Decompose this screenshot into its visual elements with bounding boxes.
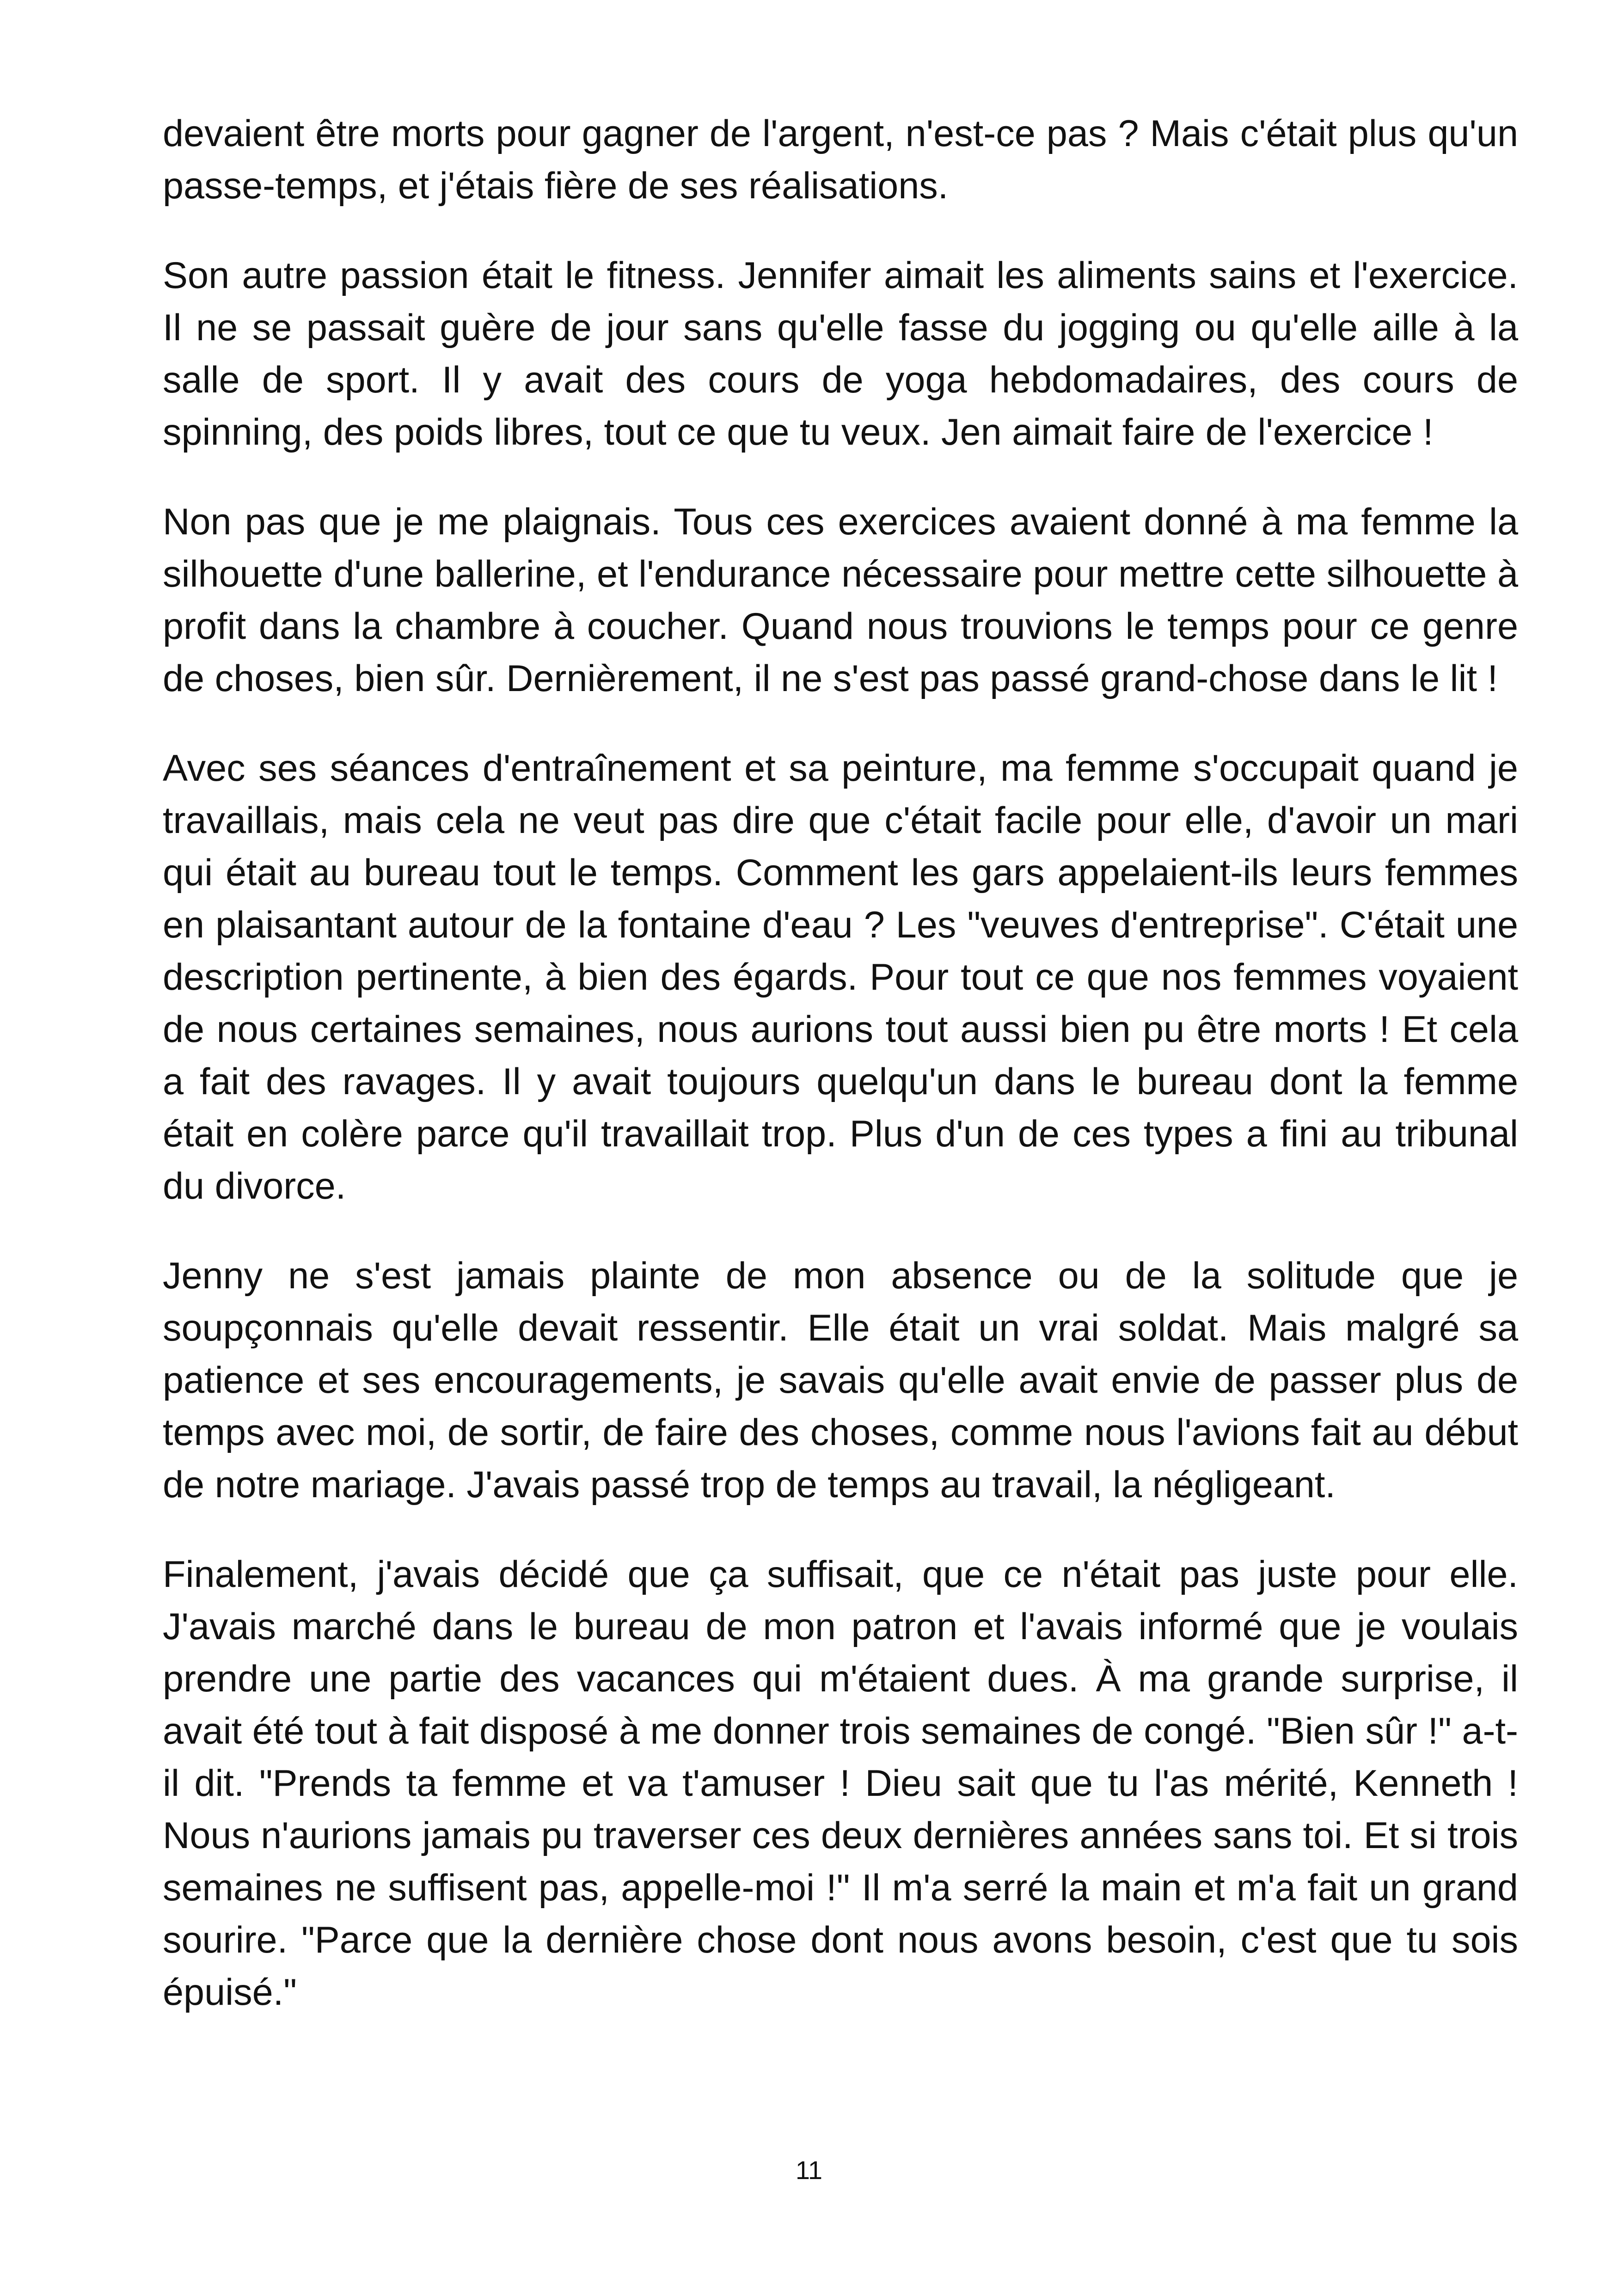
paragraph-4: Avec ses séances d'entraînement et sa peinture, ma femme s'occupait quand je travaillais, mais cela ne veut pas dire que c'était facile pour elle, d'avoir un mari qui était au bureau tout le temps. Comment les gars appelaient-ils leurs femmes en plaisantant autour de la fontaine d'eau ? Les "veuves d'entreprise". C'était une description pertinente, à bien des égards. Pour tout ce que nos femmes voyaient de nous certaines semaines, nous aurions tout aussi bien pu être morts ! Et cela a fait des ravages. Il y avait toujours quelqu'un dans le bureau dont la femme était en colère parce qu'il travaillait trop. Plus d'un de ces types a fini au tribunal du divorce.: [163, 747, 1518, 1207]
body-text: [163, 108, 1518, 2056]
paragraph-5: Jenny ne s'est jamais plainte de mon absence ou de la solitude que je soupçonnais qu'elle devait ressentir. Elle était un vrai soldat. Mais malgré sa patience et ses encouragements, je savais qu'elle avait envie de passer plus de temps avec moi, de sortir, de faire des choses, comme nous l'avions fait au début de notre mariage. J'avais passé trop de temps au travail, la négligeant.: [163, 1255, 1518, 1506]
paragraph-2: Son autre passion était le fitness. Jennifer aimait les aliments sains et l'exercice. Il ne se passait guère de jour sans qu'elle fasse du jogging ou qu'elle aille à la salle de sport. Il y avait des cours de yoga hebdomadaires, des cours de spinning, des poids libres, tout ce que tu veux. Jen aimait faire de l'exercice !: [163, 255, 1518, 453]
paragraph-3: Non pas que je me plaignais. Tous ces exercices avaient donné à ma femme la silhouette d'une ballerine, et l'endurance nécessaire pour mettre cette silhouette à profit dans la chambre à coucher. Quand nous trouvions le temps pour ce genre de choses, bien sûr. Dernièrement, il ne s'est pas passé grand-chose dans le lit !: [163, 501, 1518, 699]
paragraph-6: Finalement, j'avais décidé que ça suffisait, que ce n'était pas juste pour elle. J'avais marché dans le bureau de mon patron et l'avais informé que je voulais prendre une partie des vacances qui m'étaient dues. À ma grande surprise, il avait été tout à fait disposé à me donner trois semaines de congé. "Bien sûr !" a-t-il dit. "Prends ta femme et va t'amuser ! Dieu sait que tu l'as mérité, Kenneth ! Nous n'aurions jamais pu traverser ces deux dernières années sans toi. Et si trois semaines ne suffisent pas, appelle-moi !" Il m'a serré la main et m'a fait un grand sourire. "Parce que la dernière chose dont nous avons besoin, c'est que tu sois épuisé.": [163, 1554, 1518, 2013]
page-number: 11: [795, 2155, 823, 2185]
paragraph-1: devaient être morts pour gagner de l'argent, n'est-ce pas ? Mais c'était plus qu'un passe-temps, et j'étais fière de ses réalisations.: [163, 113, 1518, 207]
